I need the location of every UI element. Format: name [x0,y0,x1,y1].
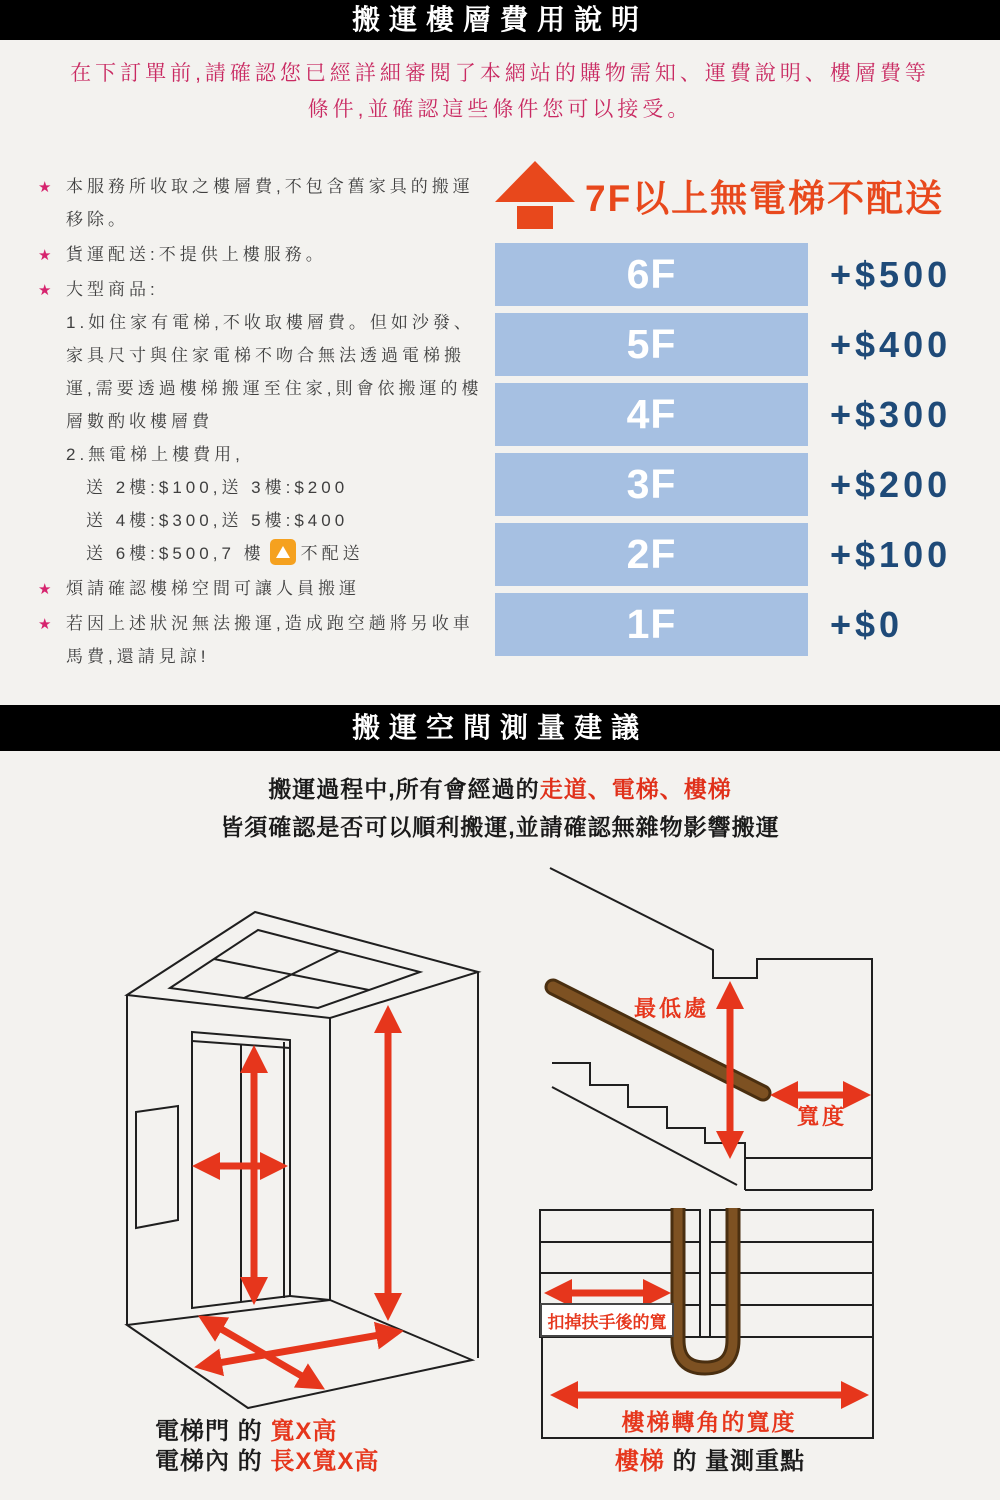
section-fees-title: 搬運樓層費用說明 [351,4,648,35]
no-elevator-header [495,160,975,230]
caption-text: 電梯門 的 [155,1418,271,1445]
caption-highlight: 樓梯 [614,1448,665,1475]
intro-line-2: 條件,並確認這些條件您可以接受。 [307,98,693,121]
star-bullet-icon: ★ [38,616,52,633]
caption-text: 電梯內 的 [155,1448,271,1475]
floor-label: 3F [495,453,808,516]
floor-price: +$500 [830,253,952,295]
stair-fee-text: 不配送 [300,544,364,563]
elevator-inside-caption [155,1441,379,1476]
notes-list [38,170,490,675]
intro-line-1: 在下訂單前,請確認您已經詳細審閱了本網站的購物需知、運費說明、樓層費等 [70,62,930,85]
note-text: 大型商品: [66,280,159,299]
floor-label: 6F [495,243,808,306]
floor-price: +$200 [830,463,952,505]
star-bullet-icon: ★ [38,282,52,299]
fee-table-panel [495,160,975,663]
intro-text [0,56,1000,128]
caption-highlight: 長X寬X高 [270,1448,380,1475]
floor-price: +$100 [830,533,952,575]
floor-label: 1F [495,593,808,656]
stair-corner-width-label: 樓梯轉角的寬度 [621,1409,797,1435]
fee-row [495,593,975,656]
note-item [38,170,490,236]
advice-line-1 [0,770,1000,808]
note-item [38,607,490,673]
note-item [38,238,490,271]
fee-row [495,243,975,306]
section-measure-banner [0,705,1000,751]
floor-fee-table [495,243,975,656]
note-subline: 1.如住家有電梯,不收取樓層費。但如沙發、家具尺寸與住家電梯不吻合無法透過電梯搬運,需要透過樓梯搬運至住家,則會依搬運的樓層數酌收樓層費 [66,313,483,431]
fee-row [495,453,975,516]
floor-price: +$400 [830,323,952,365]
handrail-top [678,1208,733,1368]
no-elevator-notice: 7F以上無電梯不配送 [585,178,945,219]
star-bullet-icon: ★ [38,179,52,196]
fee-row [495,313,975,376]
star-bullet-icon: ★ [38,581,52,598]
up-arrow-icon [495,161,575,229]
stair-fee-text: 送 6樓:$500,7 樓 [86,544,265,563]
elevator-measure-arrows [199,1012,397,1386]
floor-price: +$300 [830,393,952,435]
floor-label: 2F [495,523,808,586]
advice-highlight: 走道、電梯、樓梯 [539,776,732,802]
note-item [38,572,490,605]
note-subline: 2.無電梯上樓費用, [66,445,244,464]
section-fees-banner [0,0,1000,40]
stairs-side-diagram [550,868,872,1190]
floor-price: +$0 [830,603,904,645]
fee-row [495,523,975,586]
diagrams-area [0,860,1000,1500]
advice-line-2: 皆須確認是否可以順利搬運,並請確認無雜物影響搬運 [220,814,780,840]
note-item [38,273,490,570]
triangle-up-icon [276,546,290,558]
stairs-caption [545,1441,875,1476]
caption-text: 的 量測重點 [664,1448,806,1475]
advice-text: 搬運過程中,所有會經過的 [268,776,540,802]
note-text: 本服務所收取之樓層費,不包含舊家具的搬運移除。 [66,177,474,229]
section-measure-title: 搬運空間測量建議 [351,712,648,743]
floor-label: 5F [495,313,808,376]
note-text: 煩請確認樓梯空間可讓人員搬運 [66,579,360,598]
width-after-handrail-label: 扣掉扶手後的寬 [540,1303,674,1337]
star-bullet-icon: ★ [38,247,52,264]
fee-row [495,383,975,446]
measure-advice [0,770,1000,846]
stair-fee-line: 送 4樓:$300,送 5樓:$400 [86,511,349,530]
stair-fee-line [66,537,490,570]
lowest-point-label: 最低處 [634,996,710,1021]
elevator-diagram [127,912,478,1408]
note-text: 若因上述狀況無法搬運,造成跑空趟將另收車馬費,還請見諒! [66,614,474,666]
stair-fee-line: 送 2樓:$100,送 3樓:$200 [86,478,349,497]
width-label: 寬度 [797,1104,848,1129]
floor-label: 4F [495,383,808,446]
note-text: 貨運配送:不提供上樓服務。 [66,245,327,264]
arrow-up-badge-icon [270,539,296,565]
caption-highlight: 寬X高 [270,1418,338,1445]
